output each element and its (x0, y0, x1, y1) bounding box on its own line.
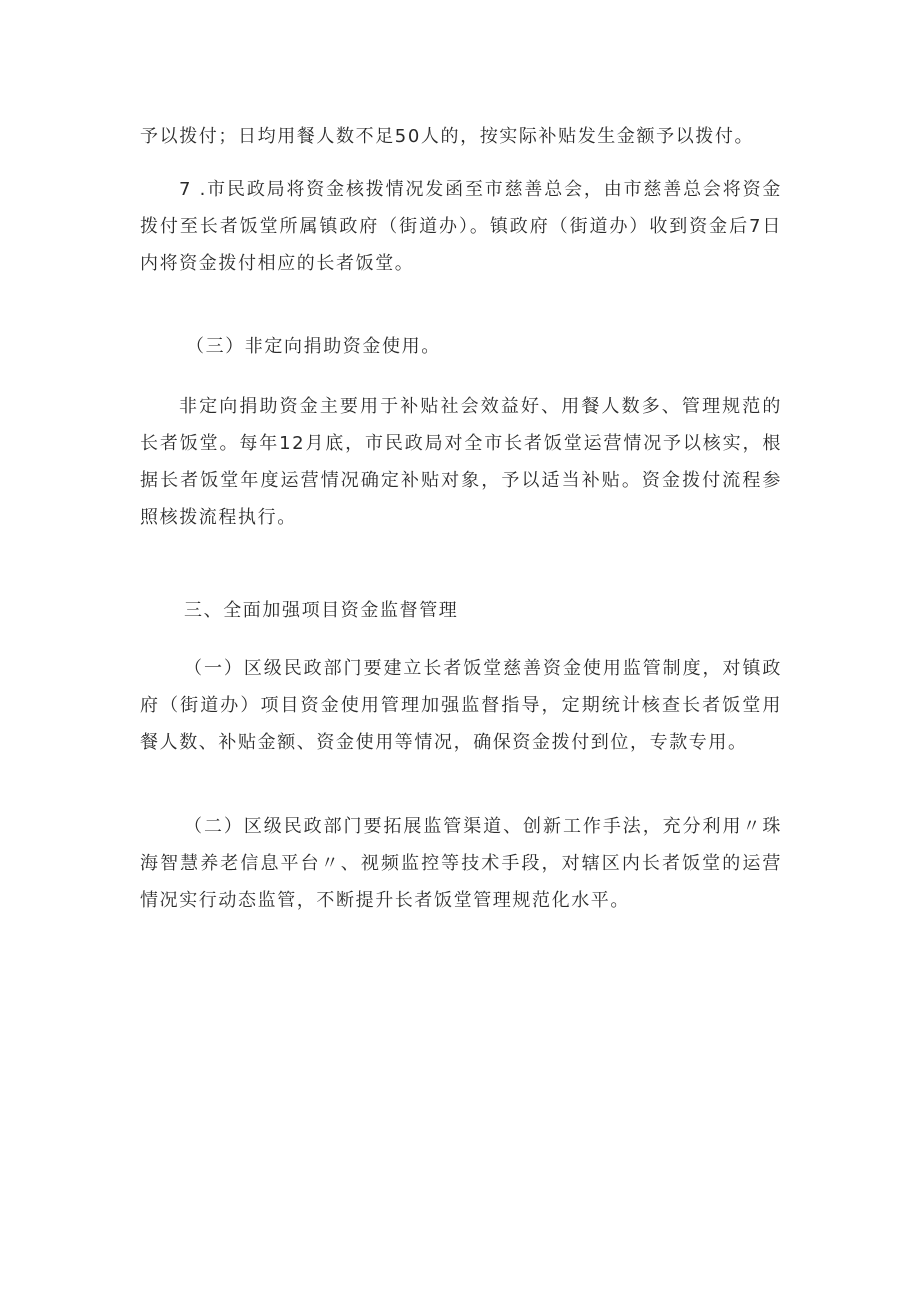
paragraph-step-7: 7 .市民政局将资金核拨情况发函至市慈善总会，由市慈善总会将资金拨付至长者饭堂所属镇政府（街道办）。镇政府（街道办）收到资金后7日内将资金拨付相应的长者饭堂。 (140, 179, 782, 274)
paragraph-supervision-1: （一）区级民政部门要建立长者饭堂慈善资金使用监管制度，对镇政府（街道办）项目资金使用管理加强监督指导，定期统计核查长者饭堂用餐人数、补贴金额、资金使用等情况，确保资金拨付到位，专款专用。 (140, 658, 782, 753)
section-heading-supervision: 三、全面加强项目资金监督管理 (184, 600, 459, 621)
paragraph-non-directed-funds: 非定向捐助资金主要用于补贴社会效益好、用餐人数多、管理规范的长者饭堂。每年12月底，市民政局对全市长者饭堂运营情况予以核实，根据长者饭堂年度运营情况确定补贴对象，予以适当补贴。资金拨付流程参照核拨流程执行。 (140, 396, 782, 528)
paragraph-supervision-2: （二）区级民政部门要拓展监管渠道、创新工作手法，充分利用〃珠海智慧养老信息平台〃、视频监控等技术手段，对辖区内长者饭堂的运营情况实行动态监管，不断提升长者饭堂管理规范化水平。 (140, 816, 782, 911)
paragraph-allocation-rule-end: 予以拨付；日均用餐人数不足50人的，按实际补贴发生金额予以拨付。 (140, 126, 755, 147)
subheading-non-directed-funds: （三）非定向捐助资金使用。 (186, 336, 441, 357)
